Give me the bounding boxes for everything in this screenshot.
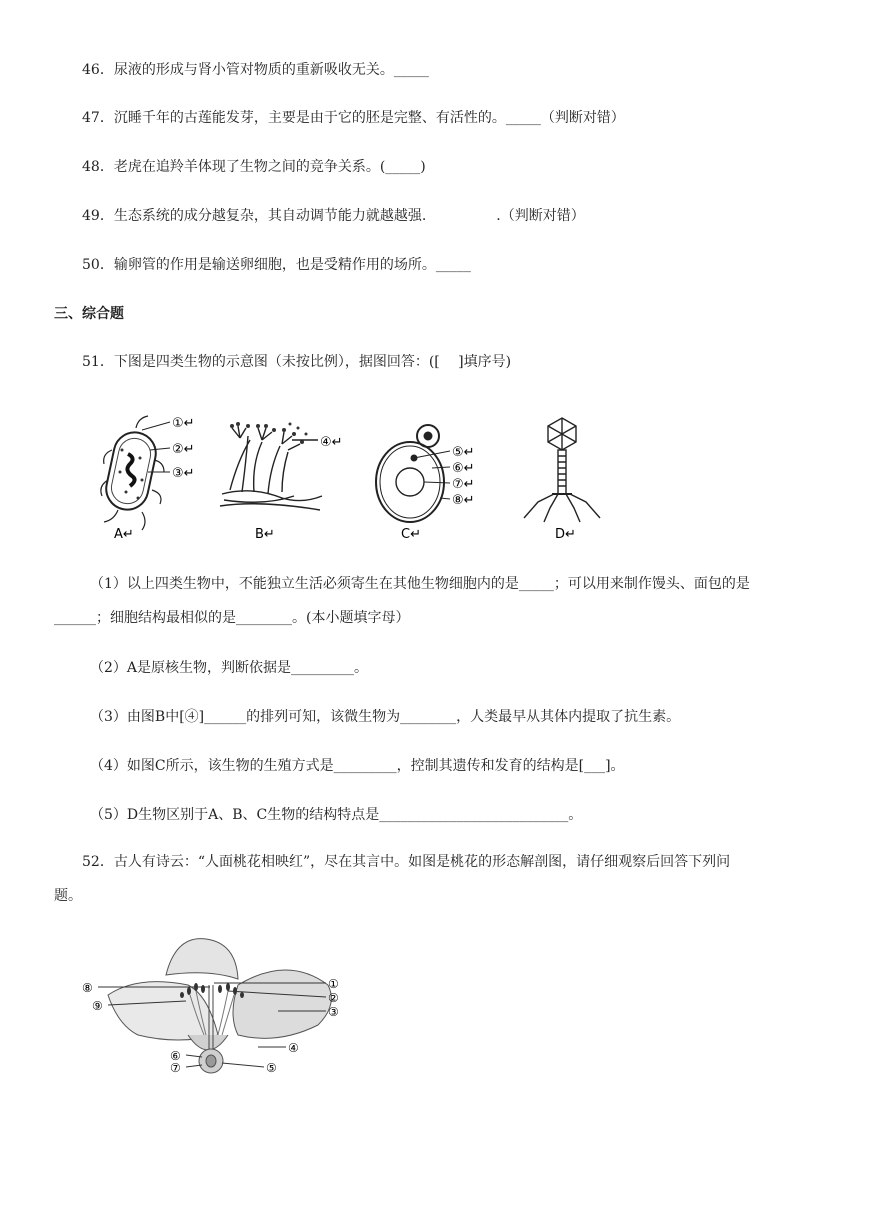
marker-8: ⑧↵ bbox=[452, 493, 475, 508]
marker-4: ④↵ bbox=[320, 435, 343, 450]
flower-marker-1: ① bbox=[328, 977, 339, 991]
marker-2: ②↵ bbox=[172, 442, 195, 457]
question-52-stem-cont: 题。 bbox=[54, 888, 82, 904]
bacteriophage-drawing bbox=[524, 418, 600, 522]
question-47: 47．沉睡千年的古莲能发芽，主要是由于它的胚是完整、有活性的。_____（判断对错） bbox=[82, 110, 625, 126]
marker-3: ③↵ bbox=[172, 466, 195, 481]
yeast-drawing bbox=[376, 425, 450, 522]
flower-marker-6: ⑥ bbox=[170, 1049, 181, 1063]
question-46: 46．尿液的形成与肾小管对物质的重新吸收无关。_____ bbox=[82, 62, 429, 78]
four-organisms-figure bbox=[92, 410, 612, 545]
flower-marker-7: ⑦ bbox=[170, 1061, 181, 1075]
label-A: A↵ bbox=[114, 527, 134, 542]
question-51-part-3: （3）由图B中[④]______的排列可知，该微生物为________，人类最早从其体内提取了抗生素。 bbox=[90, 709, 681, 725]
marker-1: ①↵ bbox=[172, 416, 195, 431]
question-51-part-4: （4）如图C所示，该生物的生殖方式是_________，控制其遗传和发育的结构是[___]。 bbox=[90, 758, 625, 774]
question-51-part-2: （2）A是原核生物，判断依据是_________。 bbox=[90, 660, 369, 676]
question-51-part-1b: ______；细胞结构最相似的是________。(本小题填字母） bbox=[54, 610, 410, 626]
question-51-part-5: （5）D生物区别于A、B、C生物的结构特点是___________________________。 bbox=[90, 807, 583, 823]
question-49: 49．生态系统的成分越复杂，其自动调节能力就越越强. .（判断对错） bbox=[82, 208, 585, 224]
flower-marker-9: ⑨ bbox=[92, 999, 103, 1013]
label-C: C↵ bbox=[401, 527, 421, 542]
question-48: 48．老虎在追羚羊体现了生物之间的竞争关系。(_____) bbox=[82, 159, 426, 175]
section-heading: 三、综合题 bbox=[54, 306, 124, 322]
flower-marker-2: ② bbox=[328, 991, 339, 1005]
question-51-stem: 51．下图是四类生物的示意图（未按比例），据图回答：([ ]填序号) bbox=[82, 354, 512, 370]
question-52-stem: 52．古人有诗云：“人面桃花相映红”，尽在其言中。如图是桃花的形态解剖图，请仔细观察后回答下列问 bbox=[82, 854, 731, 870]
question-51-part-1a: （1）以上四类生物中，不能独立生活必须寄生在其他生物细胞内的是_____；可以用来制作馒头、面包的是 bbox=[90, 576, 750, 592]
flower-marker-3: ③ bbox=[328, 1005, 339, 1019]
marker-7: ⑦↵ bbox=[452, 477, 475, 492]
peach-flower-figure bbox=[78, 935, 358, 1085]
flower-marker-8: ⑧ bbox=[82, 981, 93, 995]
marker-6: ⑥↵ bbox=[452, 461, 475, 476]
label-D: D↵ bbox=[555, 527, 576, 542]
marker-5: ⑤↵ bbox=[452, 445, 475, 460]
question-50: 50．输卵管的作用是输送卵细胞，也是受精作用的场所。_____ bbox=[82, 257, 471, 273]
flower-marker-4: ④ bbox=[288, 1041, 299, 1055]
mold-drawing bbox=[220, 422, 322, 510]
flower-marker-5: ⑤ bbox=[266, 1061, 277, 1075]
label-B: B↵ bbox=[255, 527, 275, 542]
bacterium-drawing bbox=[101, 416, 170, 530]
